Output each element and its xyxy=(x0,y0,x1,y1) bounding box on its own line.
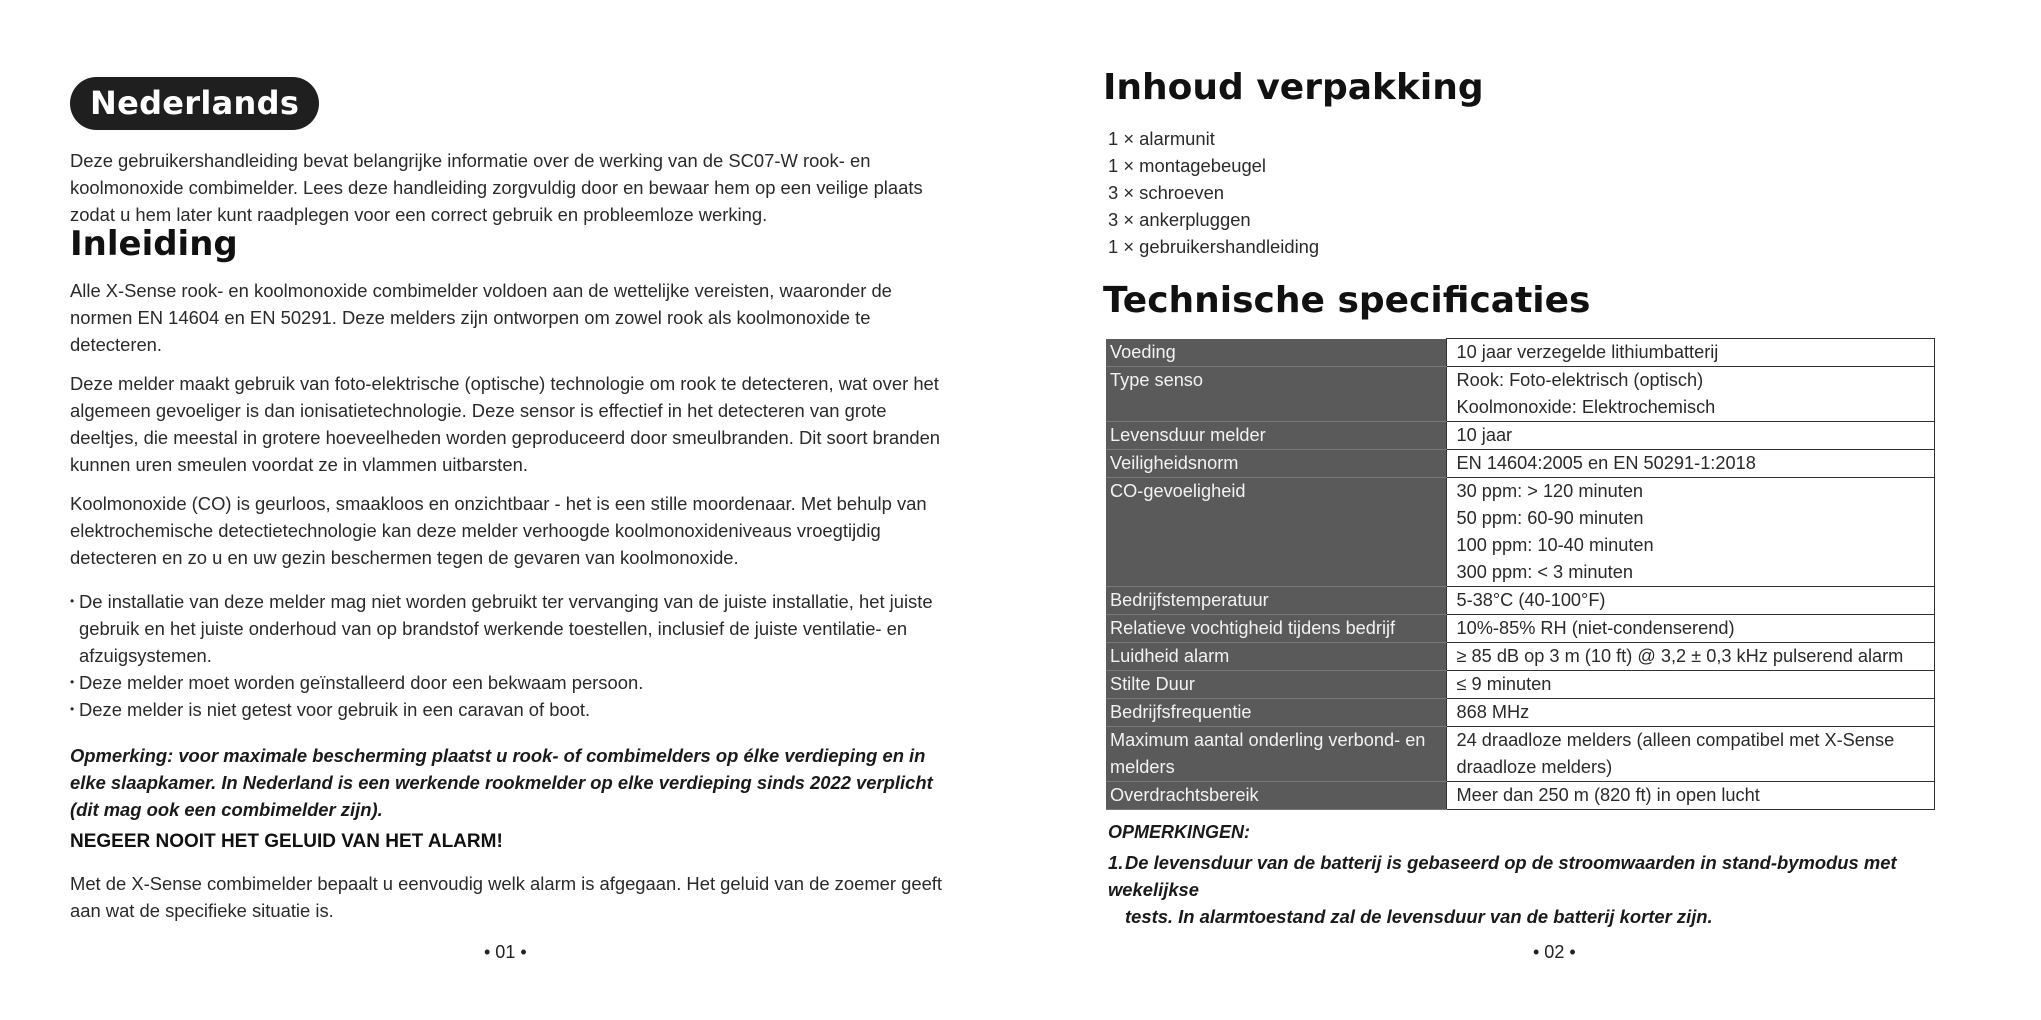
spec-row xyxy=(1106,727,1935,782)
spec-row xyxy=(1106,587,1935,615)
spec-row xyxy=(1106,699,1935,727)
spec-table xyxy=(1106,338,1935,810)
spec-row xyxy=(1106,643,1935,671)
spec-value xyxy=(1446,367,1935,422)
spec-value-line: Koolmonoxide: Elektrochemisch xyxy=(1456,397,1716,417)
spec-key: Luidheid alarm xyxy=(1106,643,1446,671)
spec-value xyxy=(1446,339,1935,367)
contents-item: 1 × montagebeugel xyxy=(1108,155,1266,176)
note-item xyxy=(1108,849,1988,903)
spec-value-line: 10 jaar xyxy=(1456,425,1513,445)
spec-key: CO-gevoeligheid xyxy=(1106,478,1446,587)
spec-key: Maximum aantal onderling verbond- en melders xyxy=(1106,727,1446,782)
warning-heading: NEGEER NOOIT HET GELUID VAN HET ALARM! xyxy=(70,831,503,852)
heading-contents: Inhoud verpakking xyxy=(1103,67,1484,108)
spec-key: Type senso xyxy=(1106,367,1446,422)
spec-value-line: EN 14604:2005 en EN 50291-1:2018 xyxy=(1456,453,1756,473)
spec-value-line: 5-38°C (40-100°F) xyxy=(1456,590,1606,610)
bullet-item: • Deze melder moet worden geïnstalleerd door een bekwaam persoon. xyxy=(70,669,950,696)
spec-value-line: Meer dan 250 m (820 ft) in open lucht xyxy=(1456,785,1760,805)
paragraph-photoelectric: Deze melder maakt gebruik van foto-elektrische (optische) technologie om rook te detecteren, wat over het algemeen gevoeliger is dan ionisatietechnologie. Deze sensor is effectief in het detecteren van grote deeltjes, die meestal in grotere hoeveelheden worden geproduceerd door smeulbranden. Dit soort branden kunnen uren smeulen voordat ze in vlammen uitbarsten. xyxy=(70,373,941,475)
page-number: • 02 • xyxy=(1533,942,1576,962)
spec-value-line: 50 ppm: 60-90 minuten xyxy=(1456,508,1644,528)
spec-value xyxy=(1446,727,1935,782)
spec-key: Relatieve vochtigheid tijdens bedrijf xyxy=(1106,615,1446,643)
page-left xyxy=(0,0,1020,1020)
spec-value-line: 868 MHz xyxy=(1456,702,1530,722)
spec-row xyxy=(1106,367,1935,422)
spec-key: Bedrijfsfrequentie xyxy=(1106,699,1446,727)
note-text: De levensduur van de batterij is gebaseerd op de stroomwaarden in stand-bymodus met wekelijkse xyxy=(1108,852,1897,900)
spec-value xyxy=(1446,450,1935,478)
spec-value-line: 30 ppm: > 120 minuten xyxy=(1456,481,1644,501)
spec-value-line: 100 ppm: 10-40 minuten xyxy=(1456,535,1654,555)
note-number: 1. xyxy=(1108,852,1124,873)
page-number: • 01 • xyxy=(484,942,527,962)
spec-value-line: ≤ 9 minuten xyxy=(1456,674,1552,694)
spec-row xyxy=(1106,450,1935,478)
note-text-continued: tests. In alarmtoestand zal de levensduur van de batterij korter zijn. xyxy=(1125,906,1713,927)
spec-key: Stilte Duur xyxy=(1106,671,1446,699)
note-paragraph: Opmerking: voor maximale bescherming plaatst u rook- of combimelders op élke verdieping en in elke slaapkamer. In Nederland is een werkende rookmelder op elke verdieping sinds 2022 verplicht (dit mag ook een combimelder zijn). xyxy=(70,745,933,820)
spec-key: Voeding xyxy=(1106,339,1446,367)
language-label: Nederlands xyxy=(70,77,319,130)
paragraph-buzzer: Met de X-Sense combimelder bepaalt u eenvoudig welk alarm is afgegaan. Het geluid van de zoemer geeft aan wat de specifieke situatie is. xyxy=(70,873,943,921)
spec-value-line: 24 draadloze melders (alleen compatibel met X-Sense draadloze melders) xyxy=(1456,730,1895,777)
spec-value xyxy=(1446,587,1935,615)
contents-item: 3 × schroeven xyxy=(1108,182,1225,203)
heading-inleiding: Inleiding xyxy=(70,224,238,264)
paragraph-carbon-monoxide: Koolmonoxide (CO) is geurloos, smaakloos en onzichtbaar - het is een stille moordenaar. Met behulp van elektrochemische detectietechnologie kan deze melder verhoogde koolmonoxideniveaus vroegtijdig detecteren en zo u en uw gezin beschermen tegen de gevaren van koolmonoxide. xyxy=(70,493,927,568)
spec-value-line: Rook: Foto-elektrisch (optisch) xyxy=(1456,370,1704,390)
notes-list xyxy=(1108,849,1988,930)
contents-item: 3 × ankerpluggen xyxy=(1108,209,1251,230)
bullet-list xyxy=(70,588,950,723)
contents-item: 1 × alarmunit xyxy=(1108,128,1215,149)
spec-value-line: ≥ 85 dB op 3 m (10 ft) @ 3,2 ± 0,3 kHz pulserend alarm xyxy=(1456,646,1904,666)
spec-value xyxy=(1446,782,1935,810)
spec-key: Veiligheidsnorm xyxy=(1106,450,1446,478)
page-right xyxy=(1020,0,2041,1020)
contents-list xyxy=(1108,125,1319,260)
spec-value xyxy=(1446,422,1935,450)
notes-title: OPMERKINGEN: xyxy=(1108,822,1251,842)
spec-key: Overdrachtsbereik xyxy=(1106,782,1446,810)
spec-value xyxy=(1446,615,1935,643)
intro-paragraph: Deze gebruikershandleiding bevat belangrijke informatie over de werking van de SC07-W rook- en koolmonoxide combimelder. Lees deze handleiding zorgvuldig door en bewaar hem op een veilige plaats zodat u hem later kunt raadplegen voor een correct gebruik en probleemloze werking. xyxy=(70,150,923,225)
spec-row xyxy=(1106,615,1935,643)
spec-row xyxy=(1106,782,1935,810)
spec-value-line: 300 ppm: < 3 minuten xyxy=(1456,562,1633,582)
bullet-item: • Deze melder is niet getest voor gebruik in een caravan of boot. xyxy=(70,696,950,723)
bullet-item: • De installatie van deze melder mag niet worden gebruikt ter vervanging van de juiste installatie, het juiste gebruik en het juiste onderhoud van op brandstof werkende toestellen, inclusief de juiste ventilatie- en afzuigsystemen. xyxy=(70,588,950,669)
spec-key: Levensduur melder xyxy=(1106,422,1446,450)
contents-item: 1 × gebruikershandleiding xyxy=(1108,236,1320,257)
paragraph-standards: Alle X-Sense rook- en koolmonoxide combimelder voldoen aan de wettelijke vereisten, waaronder de normen EN 14604 en EN 50291. Deze melders zijn ontworpen om zowel rook als koolmonoxide te detecteren. xyxy=(70,280,892,355)
spec-row xyxy=(1106,422,1935,450)
spec-value xyxy=(1446,671,1935,699)
spec-key: Bedrijfstemperatuur xyxy=(1106,587,1446,615)
spec-value-line: 10%-85% RH (niet-condenserend) xyxy=(1456,618,1735,638)
spec-value xyxy=(1446,699,1935,727)
spec-row xyxy=(1106,478,1935,587)
spec-row xyxy=(1106,339,1935,367)
spec-value-line: 10 jaar verzegelde lithiumbatterij xyxy=(1456,342,1719,362)
spec-value xyxy=(1446,643,1935,671)
spec-row xyxy=(1106,671,1935,699)
spec-value xyxy=(1446,478,1935,587)
heading-specifications: Technische specificaties xyxy=(1103,280,1591,321)
